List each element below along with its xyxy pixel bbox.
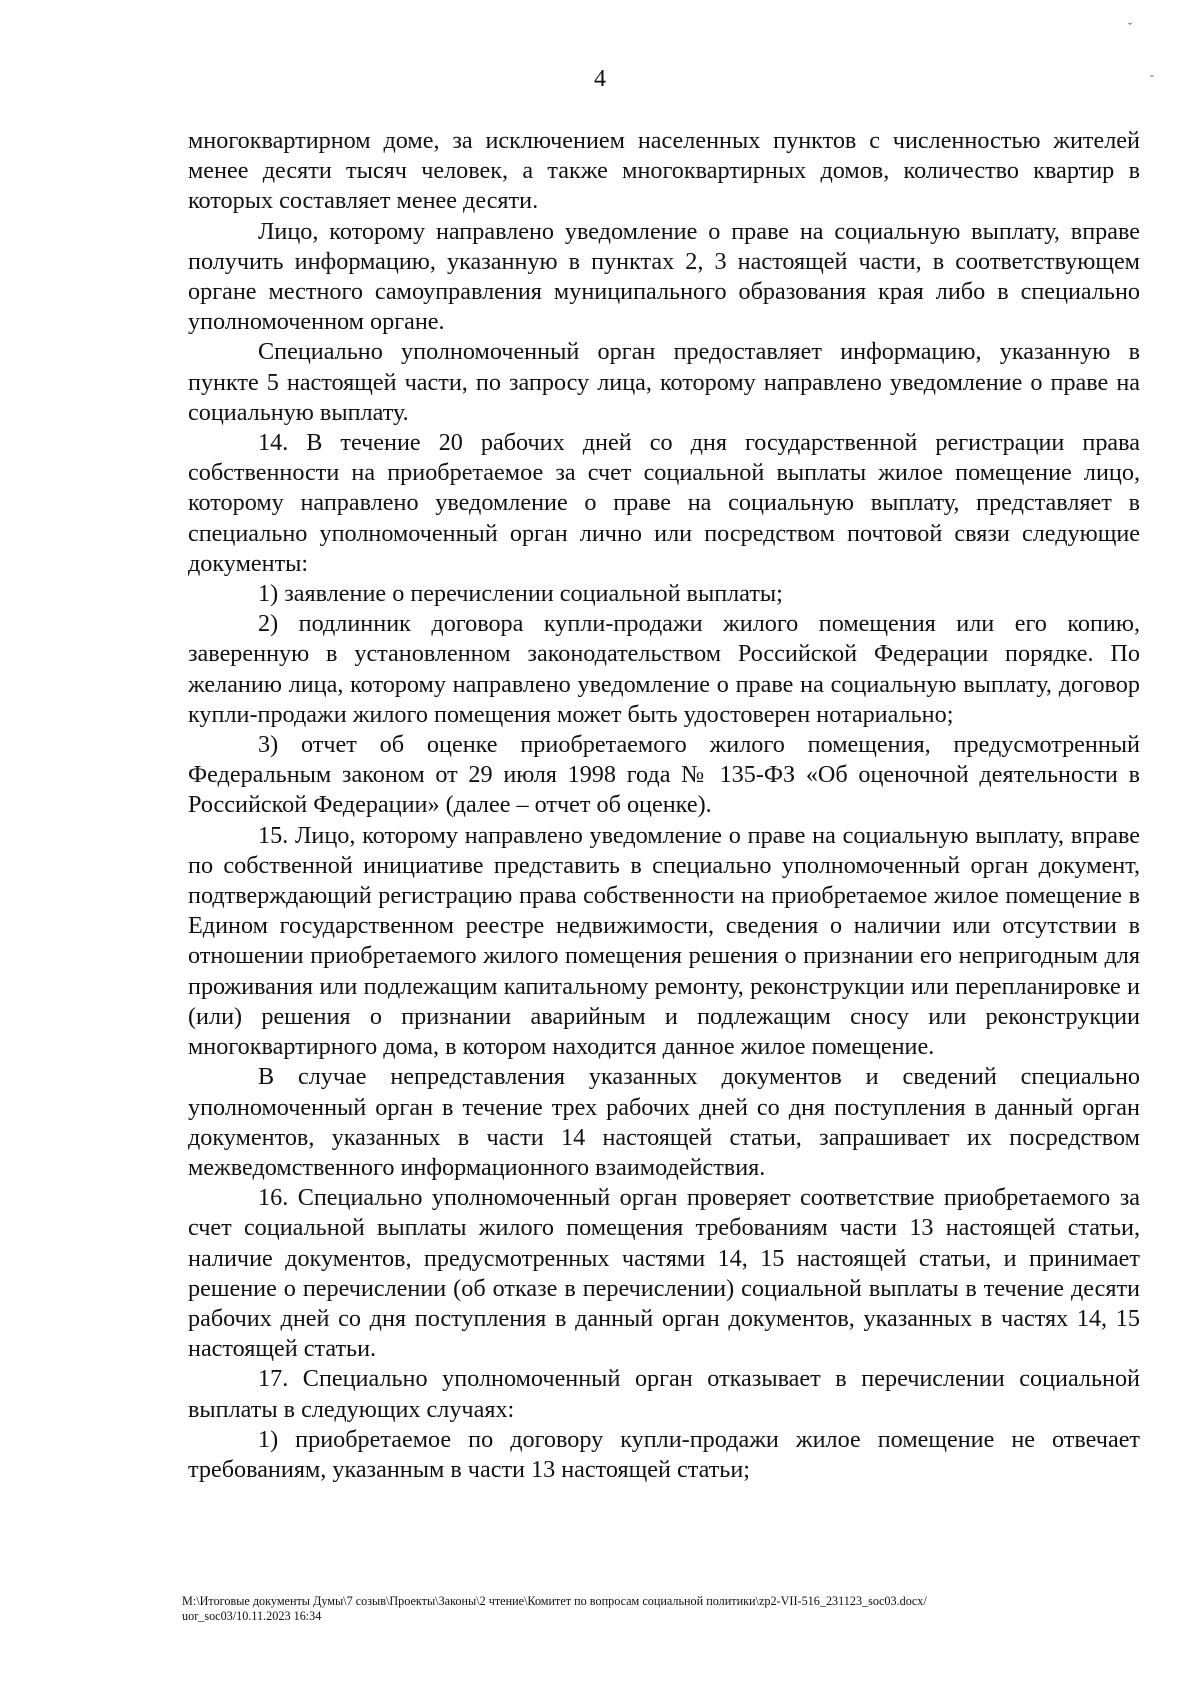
paragraph-continuation: многоквартирном доме, за исключением населенных пунктов с численностью жителей менее десяти тысяч человек, а также многоквартирных домов, количество квартир в которых составляет менее десяти. [188, 127, 1140, 215]
document-footer [182, 1594, 1142, 1624]
footer-author-timestamp: uor_soc03/10.11.2023 16:34 [182, 1609, 322, 1623]
paragraph-part-15: 15. Лицо, которому направлено уведомление о праве на социальную выплату, вправе по собственной инициативе представить в специально уполномоченный орган документ, подтверждающий регистрацию права собственности на приобретаемое жилое помещение в Едином государственном реестре недвижимости, сведения о наличии или отсутствии в отношении приобретаемого жилого помещения решения о признании его непригодным для проживания или подлежащим капитальному ремонту, реконструкции или перепланировке и (или) решения о признании аварийным и подлежащим сносу или реконструкции многоквартирного дома, в котором находится данное жилое помещение. [188, 821, 1140, 1061]
list-item-14-1: 1) заявление о перечислении социальной выплаты; [258, 580, 783, 608]
list-item-17-1: 1) приобретаемое по договору купли-продажи жилое помещение не отвечает требованиям, указанным в части 13 настоящей статьи; [188, 1425, 1140, 1483]
scan-mark: ˘ [1150, 72, 1154, 86]
page-number: 4 [594, 66, 606, 92]
paragraph-part-17: 17. Специально уполномоченный орган отказывает в перечислении социальной выплаты в следующих случаях: [188, 1365, 1140, 1423]
paragraph-info-right: Лицо, которому направлено уведомление о праве на социальную выплату, вправе получить информацию, указанную в пунктах 2, 3 настоящей части, в соответствующем органе местного самоуправления муниципального образования края либо в специально уполномоченном органе. [188, 217, 1140, 336]
list-item-14-3: 3) отчет об оценке приобретаемого жилого помещения, предусмотренный Федеральным законом от 29 июля 1998 года № 135-ФЗ «Об оценочной деятельности в Российской Федерации» (далее – отчет об оценке). [188, 731, 1140, 819]
scan-mark: ˇ [1128, 20, 1132, 34]
footer-file-path: M:\Итоговые документы Думы\7 созыв\Проекты\Законы\2 чтение\Комитет по вопросам социальной политики\zp2-VII-516_231123_soc03.docx/ [182, 1594, 927, 1608]
paragraph-part-16: 16. Специально уполномоченный орган проверяет соответствие приобретаемого за счет социальной выплаты жилого помещения требованиям части 13 настоящей статьи, наличие документов, предусмотренных частями 14, 15 настоящей статьи, и принимает решение о перечислении (об отказе в перечислении) социальной выплаты в течение десяти рабочих дней со дня поступления в данный орган документов, указанных в частях 14, 15 настоящей статьи. [188, 1184, 1140, 1363]
document-body [188, 126, 1140, 1485]
paragraph-info-provision: Специально уполномоченный орган предоставляет информацию, указанную в пункте 5 настоящей части, по запросу лица, которому направлено уведомление о праве на социальную выплату. [188, 338, 1140, 426]
paragraph-part-14: 14. В течение 20 рабочих дней со дня государственной регистрации права собственности на приобретаемое за счет социальной выплаты жилое помещение лицо, которому направлено уведомление о праве на социальную выплату, представляет в специально уполномоченный орган лично или посредством почтовой связи следующие документы: [188, 429, 1140, 577]
list-item-14-2: 2) подлинник договора купли-продажи жилого помещения или его копию, заверенную в установленном законодательством Российской Федерации порядке. По желанию лица, которому направлено уведомление о праве на социальную выплату, договор купли-продажи жилого помещения может быть удостоверен нотариально; [188, 610, 1140, 728]
paragraph-part-15-request: В случае непредставления указанных документов и сведений специально уполномоченный орган в течение трех рабочих дней со дня поступления в данный орган документов, указанных в части 14 настоящей статьи, запрашивает их посредством межведомственного информационного взаимодействия. [188, 1063, 1140, 1181]
